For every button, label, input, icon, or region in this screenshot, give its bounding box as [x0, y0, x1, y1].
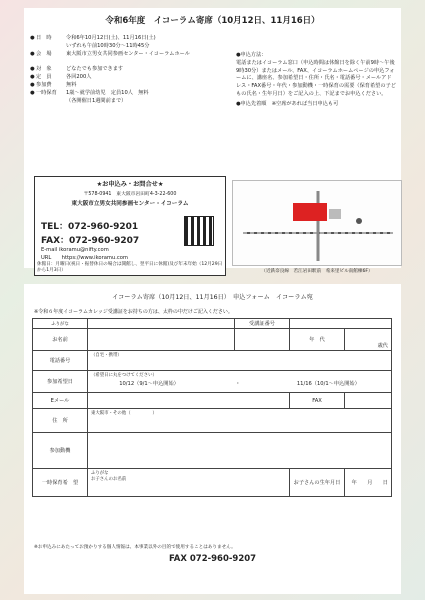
furigana-input[interactable] [88, 319, 235, 329]
application-form [24, 284, 401, 594]
form-note: ※令和６年度イコーラムカレッジ受講証をお持ちの方は、太枠の中だけご記入ください。 [34, 309, 233, 315]
cert-no-input-2[interactable] [235, 329, 290, 351]
furigana-label: ふりがな [33, 319, 88, 329]
email-input[interactable] [88, 393, 290, 409]
contact-address: 〒578-0941 東大阪市岩田町4-3-22-600 [83, 192, 177, 197]
cert-no-input[interactable] [290, 319, 392, 329]
time-value: いずれも午前10時30分～11時45分 [66, 43, 150, 50]
childcare-deadline: （各開催日1週間前まで） [66, 98, 127, 105]
contact-box [34, 176, 226, 276]
address-input[interactable]: 東大阪市・その他（ ） [88, 409, 392, 433]
motive-label: 参加動機 [33, 433, 88, 469]
date-option-oct[interactable]: 10/12（9/1～申込開始） [119, 381, 179, 387]
capacity-label: 定 員 [36, 73, 52, 80]
event-title: 令和6年度 イコーラム寄席（10月12日、11月16日） [105, 16, 320, 26]
age-label: 年 代 [290, 329, 345, 351]
contact-tel[interactable]: TEL：072-960-9201 [41, 222, 139, 232]
map-caption: （近鉄奈良線 若江岩田駅前 希来里ビル南館棟6F） [261, 269, 373, 274]
childcare-name-hint: お子さんのお名前 [91, 477, 127, 482]
name-input[interactable] [88, 329, 235, 351]
event-details: ● 日 時 令和6年10月12日(土)、11月16日(土) いずれも午前10時30分～11時45分 ● 会 場 東大阪市立男女共同参画センター・イコーラムホール ● 対 象 どなたでも参加できます ● 定 員 各回200人 ● 参加費 無料 ● 一時保育 1歳～就学前幼児 定員10人 無料 （各開催日1週間前まで） [30, 34, 230, 106]
date-option-nov[interactable]: 11/16（10/1～申込開始） [296, 381, 360, 387]
place-label: 会 場 [36, 51, 52, 58]
method-title: 申込方法： [240, 52, 267, 58]
name-label: お名前 [33, 329, 88, 351]
phone-label: 電話番号 [33, 351, 88, 371]
date-value: 令和6年10月12日(土)、11月16日(土) [66, 35, 156, 41]
date-label: 日 時 [36, 35, 52, 41]
contact-fax: FAX：072-960-9207 [41, 236, 140, 246]
child-birth-label: お子さんの生年月日 [290, 469, 345, 497]
place-value: 東大阪市立男女共同参画センター・イコーラムホール [66, 51, 190, 58]
email-label: Eメール [33, 393, 88, 409]
motive-input[interactable] [88, 433, 392, 469]
date-choice-label: 参加希望日 [33, 371, 88, 393]
location-map [232, 180, 402, 274]
fee-label: 参加費 [36, 82, 52, 89]
phone-input[interactable]: （自宅・携帯） [88, 351, 392, 371]
form-title: イコーラム寄席（10月12日、11月16日） 申込フォーム イコーラム宛 [112, 294, 313, 301]
method-text: 電話またはイコーラム窓口（申込時間は休館日を除く午前9時～午後9時30分）またはメール、FAX、イコーラムホームページの申込フォームに、講座名、参加希望日・住所・氏名・電話番号・メールアドレス・FAX番号・年代・参加動機・一時保育の需要（保育希望の子どもの氏名・生年月日）をご記入の上、下記までお申込ください。 [236, 59, 396, 97]
fax-label: FAX [290, 393, 345, 409]
map-drawing-icon [233, 181, 401, 265]
childcare-value: 1歳～就学前幼児 定員10人 無料 [66, 90, 149, 97]
date-choice-note: （希望日に丸をつけてください） [91, 373, 157, 378]
fee-value: 無料 [66, 82, 77, 89]
capacity-value: 各回200人 [66, 73, 92, 80]
contact-url[interactable]: URL https://www.ikoramu.com [41, 255, 128, 261]
contact-heading: ★お申込み・お問合せ★ [96, 181, 164, 188]
target-label: 対 象 [36, 65, 52, 72]
childcare-name-input[interactable] [88, 469, 290, 497]
childcare-furigana-hint: ふりがな [91, 471, 109, 476]
address-label: 住 所 [33, 409, 88, 433]
contact-org: 東大阪市立男女共同参画センター・イコーラム [71, 201, 189, 207]
childcare-request-label: 一時保育希 望 [33, 469, 88, 497]
fax-input[interactable] [345, 393, 392, 409]
age-unit[interactable]: 歳代 [345, 329, 392, 351]
contact-email[interactable]: E-mail ikoramu@nifty.com [41, 247, 109, 253]
event-info-panel [24, 8, 401, 274]
start-note: ※空席があれば当日申込も可 [271, 100, 339, 107]
privacy-note: ※お申込みにあたってお預かりする個人情報は、本事業以外の目的で使用することはありません。 [34, 545, 236, 550]
childcare-label: 一時保育 [36, 90, 57, 97]
start-title: 申込先着順 [240, 100, 267, 107]
form-table: ふりがな 受講証番号 お名前 年 代 歳代 電話番号 （自宅・携帯） 参加希望日 （希望日に丸をつけてください） 10/12（9/1～申込開始） ・ 11/16（10/1～申込開始） Eメール FAX 住 所 東大阪市・その他（ ） 参加動機 一時保育希 望 ふりがな お子さんのお名前 お子さんの生年月日 年 月 日 [32, 318, 392, 497]
fax-footer: FAX 072-960-9207 [168, 554, 257, 564]
target-value: どなたでも参加できます [66, 65, 124, 72]
qr-code-icon [185, 217, 213, 245]
child-birth-input[interactable]: 年 月 日 [345, 469, 392, 497]
closed-days: 休館日：月曜日(祝日・振替休日の場合は開館し、翌平日に休館)及び年末年始（12月29日から1月3日） [37, 262, 223, 273]
application-info: ●申込方法： 電話またはイコーラム窓口（申込時間は休館日を除く午前9時～午後9時30分）またはメール、FAX、イコーラムホームページの申込フォームに、講座名、参加希望日・住所・氏名・電話番号・メールアドレス・FAX番号・年代・参加動機・一時保育の需要（保育希望の子どもの氏名・生年月日）をご記入の上、下記までお申込ください。 ●申込先着順 ※空席があれば当日申込も可 [236, 52, 396, 107]
cert-no-label: 受講証番号 [235, 319, 290, 329]
